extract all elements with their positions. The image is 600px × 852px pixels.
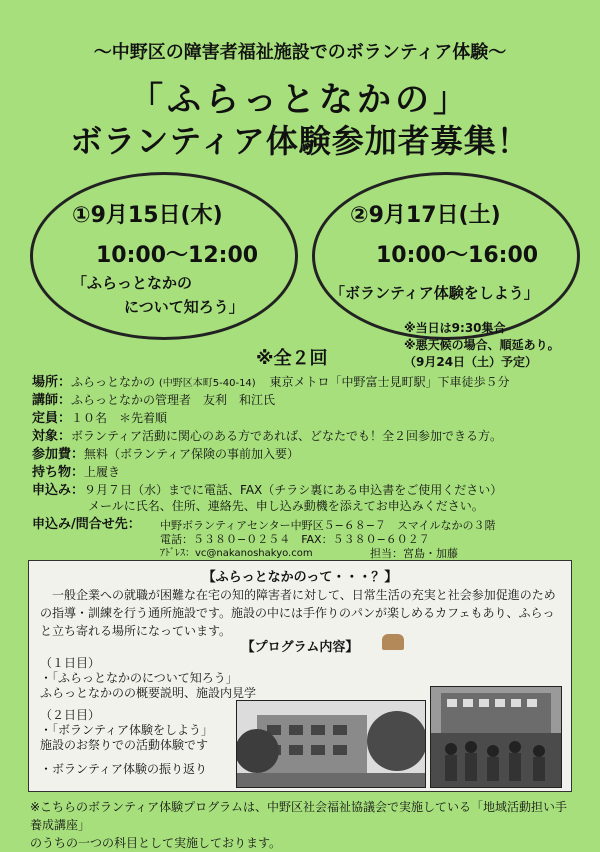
fee-value: 無料（ボランティア保険の事前加入要） [84,447,300,461]
day2-review: ・ボランティア体験の振り返り [40,762,208,776]
capacity-row [32,410,167,427]
total-sessions: ※全２回 [256,348,328,369]
apply-label: 申込み： [32,483,85,498]
footer-line-1: ※こちらのボランティア体験プログラムは、中野区社会福祉協議会で実施している「地域活動担い手養成講座」 [30,800,567,832]
facility-photo [236,700,426,788]
time-2: 10:00〜16:00 [376,243,539,268]
facility-photo-illustration [237,701,425,787]
note-gather: ※当日は9:30集合 [404,321,506,335]
date-1: ①9月15日(木) [72,203,223,228]
about-title: 【ふらっとなかのって・・・？】 [202,570,398,585]
items-row [32,464,120,481]
items-label: 持ち物： [32,465,85,480]
contact-phone: 電話：５３８０−０２５４ FAX：５３８０−６０２７ [160,533,430,546]
apply-row [32,482,502,499]
lecturer-row [32,392,275,409]
place-address: (中野区本町5-40-14) [158,378,256,389]
lecturer-value: ふらっとなかの管理者 友利 和江氏 [71,393,276,407]
contact-staff: 担当：宮島・加藤 [370,547,458,560]
theme-1-line-1: 「ふらっとなかの [72,274,193,292]
time-1: 10:00〜12:00 [96,243,259,268]
bread-icon [382,634,404,650]
day1-label: （１日目） [40,656,101,670]
festival-photo [430,686,562,788]
items-value: 上履き [84,465,121,479]
contact-label-text: 申込み/問合せ先： [32,517,141,532]
target-value: ボランティア活動に関心のある方であれば、どなたでも！全２回参加できる方。 [71,429,503,443]
target-row [32,428,502,445]
contact-org: 中野ボランティアセンター中野区５−６８−７ スマイルなかの３階 [160,519,496,532]
day2-label: （２日目） [40,708,101,722]
notes [404,320,560,371]
contact-label [32,516,141,533]
contact-mail: ｱﾄﾞﾚｽ：vc@nakanoshakyo.com [160,548,313,559]
day2-desc: 施設のお祭りでの活動体験です [40,738,209,752]
apply-line-2: メールに氏名、住所、連絡先、申し込み動機を添えてお申込みください。 [88,499,484,513]
place-value: ふらっとなかの [71,375,156,389]
title-line-1: 「ふらっとなかの」 [129,80,471,120]
day1-desc: ふらっとなかのの概要説明、施設内見学 [40,686,257,700]
program-title: 【プログラム内容】 [241,640,359,655]
subtitle: 〜中野区の障害者福祉施設でのボランティア体験〜 [93,42,507,63]
fee-row [32,446,299,463]
footer-line-2: のうちの一つの科目として実施しております。 [30,836,282,850]
note-reserve-date: （9月24日（土）予定） [404,355,538,369]
title-line-2: ボランティア体験参加者募集！ [70,122,530,160]
place-access: 東京メトロ「中野富士見町駅」下車徒歩５分 [269,375,510,389]
lecturer-label: 講師： [32,393,72,408]
capacity-label: 定員： [32,411,72,426]
about-text: 一般企業への就職が困難な在宅の知的障害者に対して、日常生活の充実と社会参加促進のための指導・訓練を行う通所施設です。施設の中には手作りのパンが楽しめるカフェもあり、ふらっと立ち寄れる場所になっています。 [40,588,556,638]
theme-1-line-2: について知ろう」 [124,298,244,316]
place-row [32,374,510,392]
note-weather: ※悪天候の場合、順延あり。 [404,338,560,352]
date-2: ②9月17日(土) [350,203,501,228]
fee-label: 参加費： [32,447,85,462]
theme-2: 「ボランティア体験をしよう」 [330,284,539,302]
apply-line-1: ９月７日（水）までに電話、FAX（チラシ裏にある申込書をご使用ください） [84,483,503,497]
festival-photo-illustration [431,687,561,787]
target-label: 対象： [32,429,72,444]
capacity-value: １０名 ＊先着順 [71,411,168,425]
footer-note [30,798,575,852]
day2-item: ・「ボランティア体験をしよう」 [40,723,214,737]
day1-item: ・「ふらっとなかのについて知ろう」 [40,671,238,685]
place-label: 場所： [32,375,72,390]
